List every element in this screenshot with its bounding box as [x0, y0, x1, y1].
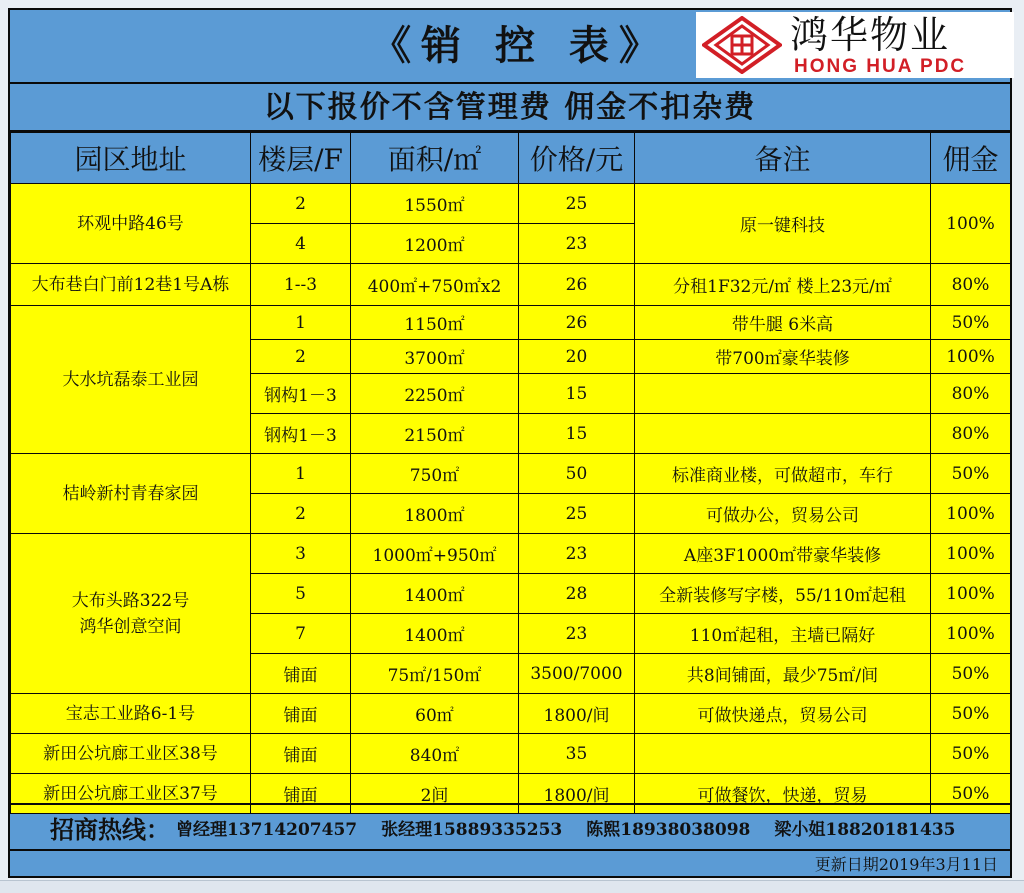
price-cell: 1800/间 [519, 694, 635, 734]
area-cell: 1400㎡ [351, 614, 519, 654]
area-cell: 2间 [351, 774, 519, 814]
remarks-cell: 共8间铺面，最少75㎡/间 [635, 654, 931, 694]
commission-cell: 50% [931, 774, 1011, 814]
address-cell: 新田公坑廊工业区37号 [11, 774, 251, 814]
floor-cell: 2 [251, 494, 351, 534]
area-cell: 840㎡ [351, 734, 519, 774]
table-row [11, 264, 1011, 306]
floor-cell: 5 [251, 574, 351, 614]
contact-list [176, 815, 980, 840]
contact-phone[interactable]: 曾经理13714207457 [176, 819, 358, 840]
remarks-cell: 分租1F32元/㎡ 楼上23元/㎡ [635, 264, 931, 306]
logo-chinese-name: 鸿华物业 [790, 13, 951, 57]
logo-english-name: HONG HUA PDC [794, 56, 967, 77]
contact-phone[interactable]: 梁小姐18820181435 [774, 819, 956, 840]
remarks-cell: 110㎡起租，主墙已隔好 [635, 614, 931, 654]
floor-cell: 钢构1－3 [251, 414, 351, 454]
header-remarks: 备注 [635, 133, 931, 184]
hong-hua-logo-icon [702, 16, 782, 74]
price-cell: 15 [519, 374, 635, 414]
address-cell: 宝志工业路6-1号 [11, 694, 251, 734]
remarks-cell [635, 734, 931, 774]
commission-cell: 100% [931, 494, 1011, 534]
contact-phone[interactable]: 张经理15889335253 [381, 819, 563, 840]
remarks-cell: 带700㎡豪华装修 [635, 340, 931, 374]
area-cell: 3700㎡ [351, 340, 519, 374]
commission-cell: 100% [931, 534, 1011, 574]
area-cell: 2250㎡ [351, 374, 519, 414]
commission-cell: 80% [931, 264, 1011, 306]
floor-cell: 铺面 [251, 734, 351, 774]
price-cell: 28 [519, 574, 635, 614]
floor-cell: 4 [251, 224, 351, 264]
remarks-cell: 标准商业楼，可做超市，车行 [635, 454, 931, 494]
area-cell: 75㎡/150㎡ [351, 654, 519, 694]
commission-cell: 80% [931, 374, 1011, 414]
commission-cell: 100% [931, 574, 1011, 614]
area-cell: 400㎡+750㎡x2 [351, 264, 519, 306]
pricing-notice: 以下报价不含管理费 佣金不扣杂费 [10, 84, 1010, 132]
remarks-cell: 可做快递点，贸易公司 [635, 694, 931, 734]
header-floor: 楼层/F [251, 133, 351, 184]
commission-cell: 50% [931, 654, 1011, 694]
commission-cell: 100% [931, 614, 1011, 654]
floor-cell: 3 [251, 534, 351, 574]
price-cell: 26 [519, 264, 635, 306]
remarks-cell: 可做餐饮，快递，贸易 [635, 774, 931, 814]
hotline-label: 招商热线： [50, 814, 170, 844]
area-cell: 60㎡ [351, 694, 519, 734]
area-cell: 2150㎡ [351, 414, 519, 454]
floor-cell: 1 [251, 454, 351, 494]
commission-cell: 100% [931, 340, 1011, 374]
price-cell: 23 [519, 224, 635, 264]
page-title: 《销 控 表》 [371, 22, 669, 69]
floor-cell: 2 [251, 340, 351, 374]
price-cell: 1800/间 [519, 774, 635, 814]
commission-cell: 50% [931, 734, 1011, 774]
remarks-cell [635, 374, 931, 414]
contact-phone[interactable]: 陈熙18938038098 [586, 819, 751, 840]
floor-cell: 钢构1－3 [251, 374, 351, 414]
price-cell: 25 [519, 184, 635, 224]
price-cell: 26 [519, 306, 635, 340]
address-cell: 大布巷白门前12巷1号A栋 [11, 264, 251, 306]
header-commission: 佣金 [931, 133, 1011, 184]
floor-cell: 7 [251, 614, 351, 654]
address-cell: 环观中路46号 [11, 184, 251, 264]
table-header-row [11, 133, 1011, 184]
area-cell: 1200㎡ [351, 224, 519, 264]
table-row [11, 454, 1011, 494]
price-cell: 23 [519, 534, 635, 574]
floor-cell: 铺面 [251, 654, 351, 694]
listing-sheet [8, 8, 1012, 878]
commission-cell: 80% [931, 414, 1011, 454]
table-row [11, 306, 1011, 340]
title-bar [10, 10, 1010, 84]
price-cell: 23 [519, 614, 635, 654]
remarks-cell: 原一键科技 [635, 184, 931, 264]
address-line: 大布头路322号 [71, 590, 190, 611]
area-cell: 750㎡ [351, 454, 519, 494]
floor-cell: 铺面 [251, 774, 351, 814]
area-cell: 1550㎡ [351, 184, 519, 224]
table-row [11, 694, 1011, 734]
commission-cell: 50% [931, 694, 1011, 734]
remarks-cell: 全新装修写字楼，55/110㎡起租 [635, 574, 931, 614]
commission-cell: 50% [931, 306, 1011, 340]
address-line: 鸿华创意空间 [79, 616, 182, 637]
price-cell: 35 [519, 734, 635, 774]
remarks-cell [635, 414, 931, 454]
floor-cell: 1 [251, 306, 351, 340]
floor-cell: 1--3 [251, 264, 351, 306]
company-logo [696, 12, 1014, 78]
listing-table [10, 132, 1011, 814]
price-cell: 25 [519, 494, 635, 534]
floor-cell: 2 [251, 184, 351, 224]
price-cell: 50 [519, 454, 635, 494]
address-cell: 大水坑磊泰工业园 [11, 306, 251, 454]
area-cell: 1400㎡ [351, 574, 519, 614]
area-cell: 1150㎡ [351, 306, 519, 340]
address-cell [11, 534, 251, 694]
area-cell: 1800㎡ [351, 494, 519, 534]
table-row [11, 184, 1011, 224]
hotline-bar [10, 803, 1010, 851]
table-row [11, 734, 1011, 774]
table-row [11, 534, 1011, 574]
price-cell: 15 [519, 414, 635, 454]
remarks-cell: A座3F1000㎡带豪华装修 [635, 534, 931, 574]
header-price: 价格/元 [519, 133, 635, 184]
price-cell: 20 [519, 340, 635, 374]
update-date: 更新日期2019年3月11日 [814, 855, 998, 874]
address-cell: 桔岭新村青春家园 [11, 454, 251, 534]
price-cell: 3500/7000 [519, 654, 635, 694]
address-cell: 新田公坑廊工业区38号 [11, 734, 251, 774]
header-address: 园区地址 [11, 133, 251, 184]
header-area: 面积/㎡ [351, 133, 519, 184]
remarks-cell: 带牛腿 6米高 [635, 306, 931, 340]
floor-cell: 铺面 [251, 694, 351, 734]
area-cell: 1000㎡+950㎡ [351, 534, 519, 574]
commission-cell: 50% [931, 454, 1011, 494]
remarks-cell: 可做办公，贸易公司 [635, 494, 931, 534]
spreadsheet-gridline-strip [0, 880, 1024, 893]
commission-cell: 100% [931, 184, 1011, 264]
